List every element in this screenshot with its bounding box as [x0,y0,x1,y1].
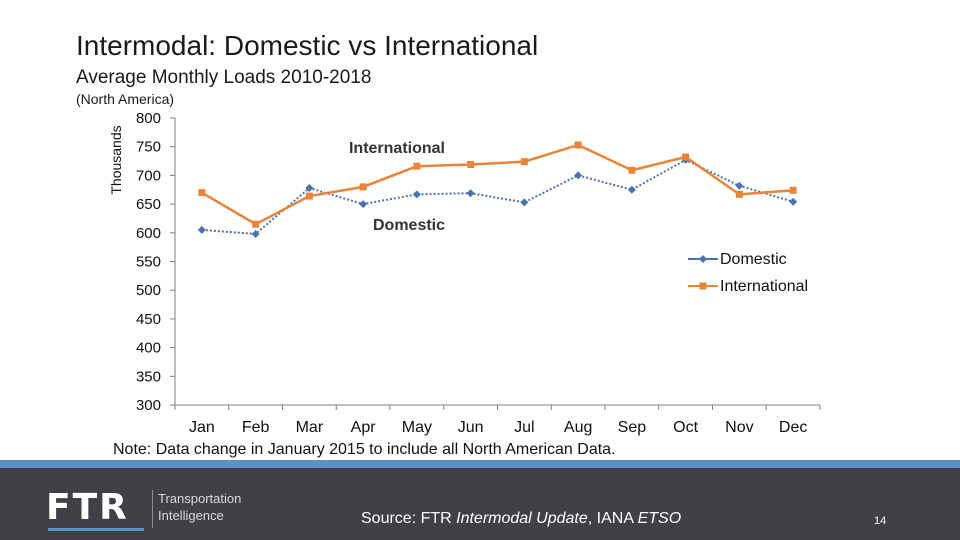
international-series-line [202,145,793,224]
legend-marker-international [700,283,707,290]
legend-marker-domestic [699,255,707,263]
logo-underline [48,528,144,531]
x-tick-label: Apr [350,419,376,436]
international-point [252,221,259,228]
domestic-point [520,198,528,206]
source-mid: , IANA [587,510,638,527]
logo-tagline-line2: Intelligence [158,508,224,523]
x-tick-label: Jul [514,419,535,436]
international-point [467,161,474,168]
logo-divider [152,490,153,528]
international-point [628,167,635,174]
slide-subtitle: Average Monthly Loads 2010-2018 [76,67,372,88]
domestic-point [198,226,206,234]
x-tick-label: Jun [457,419,484,436]
y-tick-label: 550 [135,253,161,271]
x-tick-label: Feb [241,419,270,436]
y-tick-label: 400 [135,339,161,357]
region-label: (North America) [76,91,175,107]
x-tick-label: Aug [563,419,593,436]
international-point [682,154,689,161]
logo-tagline-line1: Transportation [158,491,242,506]
slide-title: Intermodal: Domestic vs International [76,30,539,61]
source-publication: Intermodal Update [456,510,588,527]
domestic-point [467,189,475,197]
international-point [790,187,797,194]
domestic-point [413,190,421,198]
international-point [575,141,582,148]
x-tick-label: Mar [295,419,324,436]
x-tick-label: Nov [725,419,754,436]
domestic-point [628,186,636,194]
y-axis-title: Thousands [108,125,124,195]
domestic-point [574,171,582,179]
footer-bar [0,460,960,540]
y-tick-label: 450 [135,310,161,328]
y-tick-label: 600 [135,224,161,242]
international-annotation: International [348,140,446,157]
x-tick-label: Dec [778,419,808,436]
domestic-point [789,198,797,206]
legend-label-domestic: Domestic [720,251,787,268]
domestic-annotation: Domestic [372,217,446,234]
domestic-point [359,200,367,208]
source-prefix: Source: FTR [361,510,457,527]
y-tick-label: 700 [135,167,161,185]
international-point [198,189,205,196]
y-tick-label: 650 [135,196,161,214]
y-tick-label: 350 [135,368,161,386]
x-tick-label: Sep [617,419,647,436]
international-point [306,193,313,200]
source-citation [361,510,681,528]
data-note: Note: Data change in January 2015 to include all North American Data. [113,441,616,458]
source-dataset: ETSO [637,510,682,527]
international-point [521,158,528,165]
page-number: 14 [874,515,887,527]
international-point [736,191,743,198]
y-tick-label: 500 [135,282,161,300]
legend-label-international: International [720,278,809,295]
domestic-point [735,182,743,190]
x-tick-label: Oct [673,419,699,436]
international-point [360,183,367,190]
x-tick-label: Jan [188,419,215,436]
international-point [413,163,420,170]
x-tick-label: May [401,419,432,436]
y-tick-label: 300 [135,397,161,414]
y-tick-label: 750 [135,138,161,156]
y-tick-label: 800 [135,110,161,127]
logo-wordmark: FTR [46,487,129,528]
